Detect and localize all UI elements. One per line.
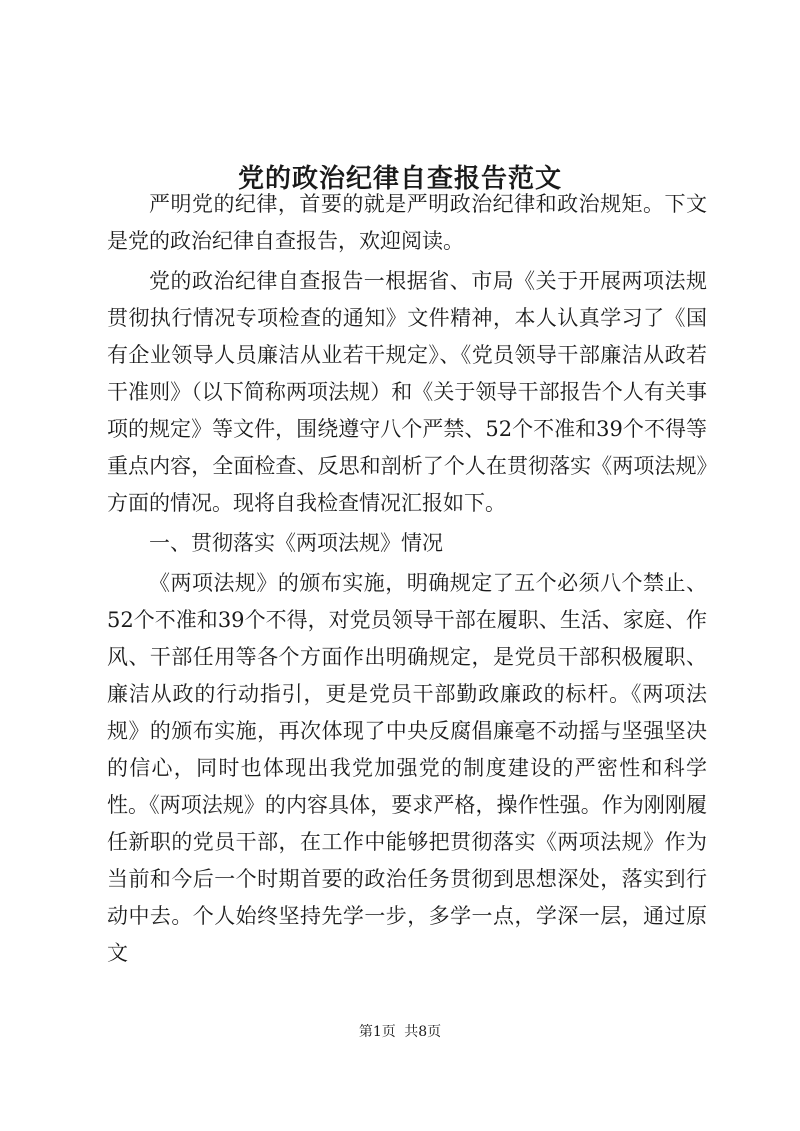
paragraph-section-body: 《两项法规》的颁布实施，明确规定了五个必须八个禁止、52个不准和39个不得，对党员领导干部在履职、生活、家庭、作风、干部任用等各个方面作出明确规定，是党员干部积极履职、廉洁从政的行动指引，更是党员干部勤政廉政的标杆。《两项法规》的颁布实施，再次体现了中央反腐倡廉毫不动摇与坚强坚决的信心，同时也体现出我党加强党的制度建设的严密性和科学性。《两项法规》的内容具体，要求严格，操作性强。作为刚刚履任新职的党员干部，在工作中能够把贯彻落实《两项法规》作为当前和今后一个时期首要的政治任务贯彻到思想深处，落实到行动中去。个人始终坚持先学一步，多学一点，学深一层，通过原文 — [107, 571, 707, 965]
paragraph-report-opening: 党的政治纪律自查报告一根据省、市局《关于开展两项法规贯彻执行情况专项检查的通知》文件精神，本人认真学习了《国有企业领导人员廉洁从业若干规定》、《党员领导干部廉洁从政若干准则》（以下简称两项法规）和《关于领导干部报告个人有关事项的规定》等文件，围绕遵守八个严禁、52个不准和39个不得等重点内容，全面检查、反思和剖析了个人在贯彻落实《两项法规》方面的情况。现将自我检查情况汇报如下。 — [107, 269, 707, 515]
paragraph-intro: 严明党的纪律，首要的就是严明政治纪律和政治规矩。下文是党的政治纪律自查报告，欢迎阅读。 — [107, 192, 707, 253]
document-body — [107, 186, 707, 975]
page-number: 第1页 — [358, 1024, 396, 1040]
page-total: 共8页 — [404, 1024, 442, 1040]
document-title: 党的政治纪律自查报告范文 — [237, 164, 562, 195]
section-heading: 一、贯彻落实《两项法规》情况 — [149, 531, 443, 555]
page-footer — [0, 1022, 800, 1042]
